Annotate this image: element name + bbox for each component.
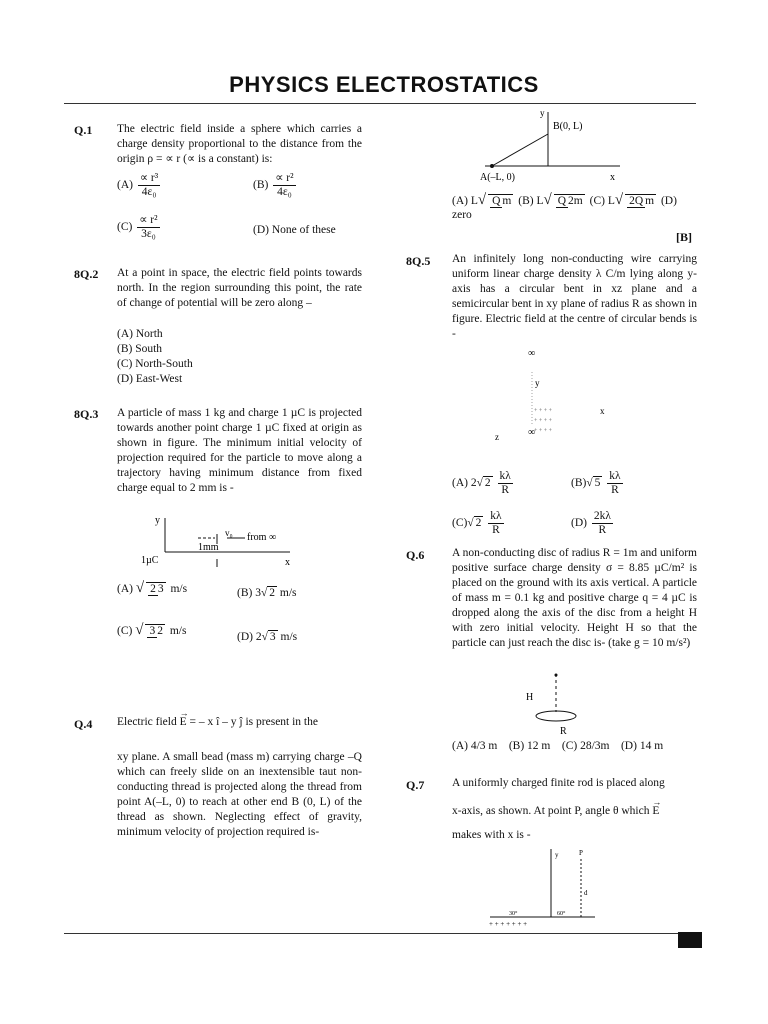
q4-c-label: (C) L (589, 195, 615, 207)
q5-option-a: (A) 2√ 2 $\frac{k\lambda}{R}$ (452, 470, 511, 496)
q7-line1: A uniformly charged finite rod is placed along (452, 777, 665, 789)
q7-vector-e: → E (652, 797, 662, 817)
q1-c-den: 3ε₀ (141, 228, 156, 240)
q1-option-a (117, 172, 162, 199)
q7-fig-60: 60° (557, 911, 566, 917)
page-marker-block (678, 932, 702, 948)
q5-figure (490, 342, 620, 442)
q5-d-num: 2kλ (593, 510, 611, 522)
q3-b-root: 2 (269, 587, 276, 599)
q4-c-num: 2Q (629, 195, 644, 208)
q2-option-b: (B) South (117, 343, 163, 355)
q3-fig-from: from ∞ (247, 532, 277, 543)
q5-a-num: kλ (499, 470, 511, 482)
title-rule (64, 103, 696, 104)
q4-vector-e-letter: E (179, 716, 187, 728)
q7-figure (485, 845, 605, 930)
q7-line2 (452, 797, 697, 819)
q3-text: A particle of mass 1 kg and charge 1 µC is projected towards another point charge 1 µC fixed at origin as shown in figure. The minimum initial velocity of projection required for the particle to move along a trajectory having minimum distance from fixed charge equal to 2 mm is - (117, 407, 362, 494)
q5-fig-inf-bottom: ∞ (528, 427, 536, 438)
q3-option-a: (A) √ 2 3 m/s (117, 580, 188, 596)
q5-text: An infinitely long non-conducting wire carrying uniform linear charge density λ C/m lying along y-axis has a circular bent in xz plane and a semicircular bent in xy plane of radius R as shown in figure. Electric field at the centre of circular bends is - (452, 253, 697, 340)
q4-option-d: (D) zero (452, 195, 677, 221)
q5-option-d (571, 510, 615, 537)
q5-fig-y: y (535, 378, 540, 388)
q3-c-den: 2 (157, 625, 163, 638)
q7-fig-plus: + + + + + + + (489, 920, 528, 928)
q1-text: The electric field inside a sphere which carries a charge density proportional to the distance from the origin ρ = ∝ r (∝ is a constant) is: (117, 123, 362, 165)
q3-option-c: (C) √ 3 2 m/s (117, 622, 187, 638)
q3-option-d: (D) 2√ 3 m/s (237, 631, 298, 643)
q4-fig-b: B(0, L) (553, 121, 583, 132)
q4-figure (480, 108, 630, 183)
q5-a-root: 2 (484, 477, 491, 490)
page-title: PHYSICS ELECTROSTATICS (229, 72, 539, 97)
q6-figure (520, 670, 600, 740)
q6-text: A non-conducting disc of radius R = 1m and uniform positive surface charge density σ = 8.85 µC/m² is placed on the ground with its axis vertical. A particle of mass m = 0.1 kg and positive charge q = 4 µC is dropped along the axis of the disc from a height H with zero initial velocity. Height H so that the particle can just reach the disc is- (take g = 10 m/s²) (452, 547, 697, 649)
q3-option-b: (B) 3√ 2 m/s (237, 587, 297, 599)
q4-a-label: (A) L (452, 195, 478, 207)
q5-option-c: (C)√ 2 $\frac{k\lambda}{R}$ (452, 510, 502, 536)
q2-text: At a point in space, the electric field points towards north. In the region surrounding this point, the rate of change of potential will be zero along – (117, 267, 362, 309)
q7-fig-30: 30° (509, 911, 518, 917)
q2-number: 8Q.2 (74, 267, 99, 281)
q6-number: Q.6 (406, 548, 425, 562)
q1-number: Q.1 (74, 123, 93, 137)
q4-fig-y: y (540, 108, 545, 118)
q7-fig-d: d (584, 889, 588, 897)
q2-options (117, 327, 193, 387)
q4-option-a: (A) L√ Q m (452, 192, 512, 208)
q3-d-unit: m/s (280, 631, 298, 643)
q1-c-label: (C) (117, 221, 133, 234)
q6-fig-h: H (526, 692, 534, 703)
q3-c-label: (C) (117, 625, 133, 637)
q4-b-num: Q (557, 195, 567, 208)
q2-option-d: (D) East-West (117, 373, 183, 385)
q5-c-root: 2 (475, 517, 482, 530)
q1-b-num: ∝ r² (275, 172, 294, 184)
q4-fig-x: x (610, 172, 615, 183)
q3-fig-charge: 1µC (141, 555, 159, 566)
q5-c-num: kλ (490, 510, 502, 522)
q5-a-label: (A) 2 (452, 477, 477, 490)
q4-c-den: m (645, 195, 655, 208)
q1-b-den: 4ε₀ (277, 186, 292, 198)
q3-c-num: 3 (149, 625, 156, 638)
q1-a-den: 4ε₀ (141, 186, 157, 198)
footer-rule (64, 933, 696, 934)
q4-text: xy plane. A small bead (mass m) carrying charge –Q which can freely slide on an inextensible taut non-conducting thread is projected along the thread from point A(–L, 0) to reach at other end B (0, L) of the thread as shown. Neglecting effect of gravity, minimum velocity of projection required is- (117, 751, 362, 838)
q4-a-den: m (502, 195, 512, 208)
q4-b-den: 2m (568, 195, 583, 208)
q5-b-label: (B) (571, 477, 587, 490)
q5-fig-plus-2: + + + + (534, 418, 553, 424)
q5-c-label: (C) (452, 517, 468, 530)
q3-a-num: 2 (150, 583, 156, 596)
q1-c-num: ∝ r² (139, 214, 158, 226)
q5-fig-plus-3: + + + + (534, 428, 553, 434)
q5-number: 8Q.5 (406, 254, 431, 268)
q4-option-b: (B) L√ Q 2m (518, 192, 583, 208)
q4-options (452, 192, 697, 221)
q5-option-b: (B)√ 5 $\frac{k\lambda}{R}$ (571, 470, 621, 496)
q5-fig-x: x (600, 406, 605, 416)
q3-b-unit: m/s (279, 587, 297, 599)
q3-b-label: (B) 3 (237, 587, 261, 599)
q4-fig-a: A(–L, 0) (480, 172, 515, 183)
q3-fig-x: x (285, 557, 290, 568)
q6-fig-r: R (560, 726, 567, 737)
q3-figure (135, 512, 305, 572)
q4-line1-c: = – x î – y ĵ is present in the (189, 716, 318, 728)
q4-b-label: (B) L (518, 195, 544, 207)
q4-option-c: (C) L√ 2Q m (589, 192, 655, 208)
q5-b-den: R (611, 484, 619, 496)
q5-fig-inf-top: ∞ (528, 348, 536, 359)
q3-fig-y: y (155, 515, 160, 526)
q4-line1-a: Electric field (117, 716, 177, 728)
q5-b-num: kλ (609, 470, 621, 482)
q5-d-den: R (598, 524, 607, 536)
q7-line3: makes with x is - (452, 829, 531, 841)
q5-c-den: R (492, 524, 500, 536)
q3-a-den: 3 (157, 583, 164, 596)
q4-vector-e: → E (179, 708, 189, 728)
q4-line1 (117, 708, 367, 730)
q5-d-label: (D) (571, 517, 587, 530)
q5-fig-z: z (495, 432, 499, 442)
q2-option-a: (A) North (117, 328, 163, 340)
q4-answer: [B] (676, 230, 692, 244)
q1-option-b (253, 172, 298, 199)
q1-a-label: (A) (117, 179, 133, 192)
q3-d-root: 3 (269, 631, 276, 643)
q1-option-c (117, 214, 162, 241)
q3-d-label: (D) 2 (237, 631, 262, 643)
q7-vector-e-letter: E (652, 805, 660, 817)
q7-fig-p: P (579, 849, 583, 857)
q6-options: (A) 4/3 m (B) 12 m (C) 28/3m (D) 14 m (452, 740, 664, 752)
q5-b-root: 5 (594, 477, 601, 490)
q3-number: 8Q.3 (74, 407, 99, 421)
q3-a-label: (A) (117, 583, 133, 595)
q3-a-unit: m/s (170, 583, 188, 595)
q2-option-c: (C) North-South (117, 358, 193, 370)
q1-option-d: (D) None of these (253, 224, 336, 236)
q1-b-label: (B) (253, 179, 269, 192)
q1-a-num: ∝ r³ (139, 172, 159, 184)
q4-a-num: Q (492, 195, 501, 208)
q7-number: Q.7 (406, 778, 425, 792)
q4-number: Q.4 (74, 717, 93, 731)
q7-line2-a: x-axis, as shown. At point P, angle θ which (452, 805, 650, 817)
q3-c-unit: m/s (169, 625, 187, 637)
q5-a-den: R (501, 484, 510, 496)
q3-fig-v0: v₀ (225, 528, 233, 538)
q3-fig-mm: 1mm (198, 542, 219, 553)
q7-fig-y: y (555, 851, 559, 859)
q5-fig-plus-1: + + + + (534, 408, 553, 414)
